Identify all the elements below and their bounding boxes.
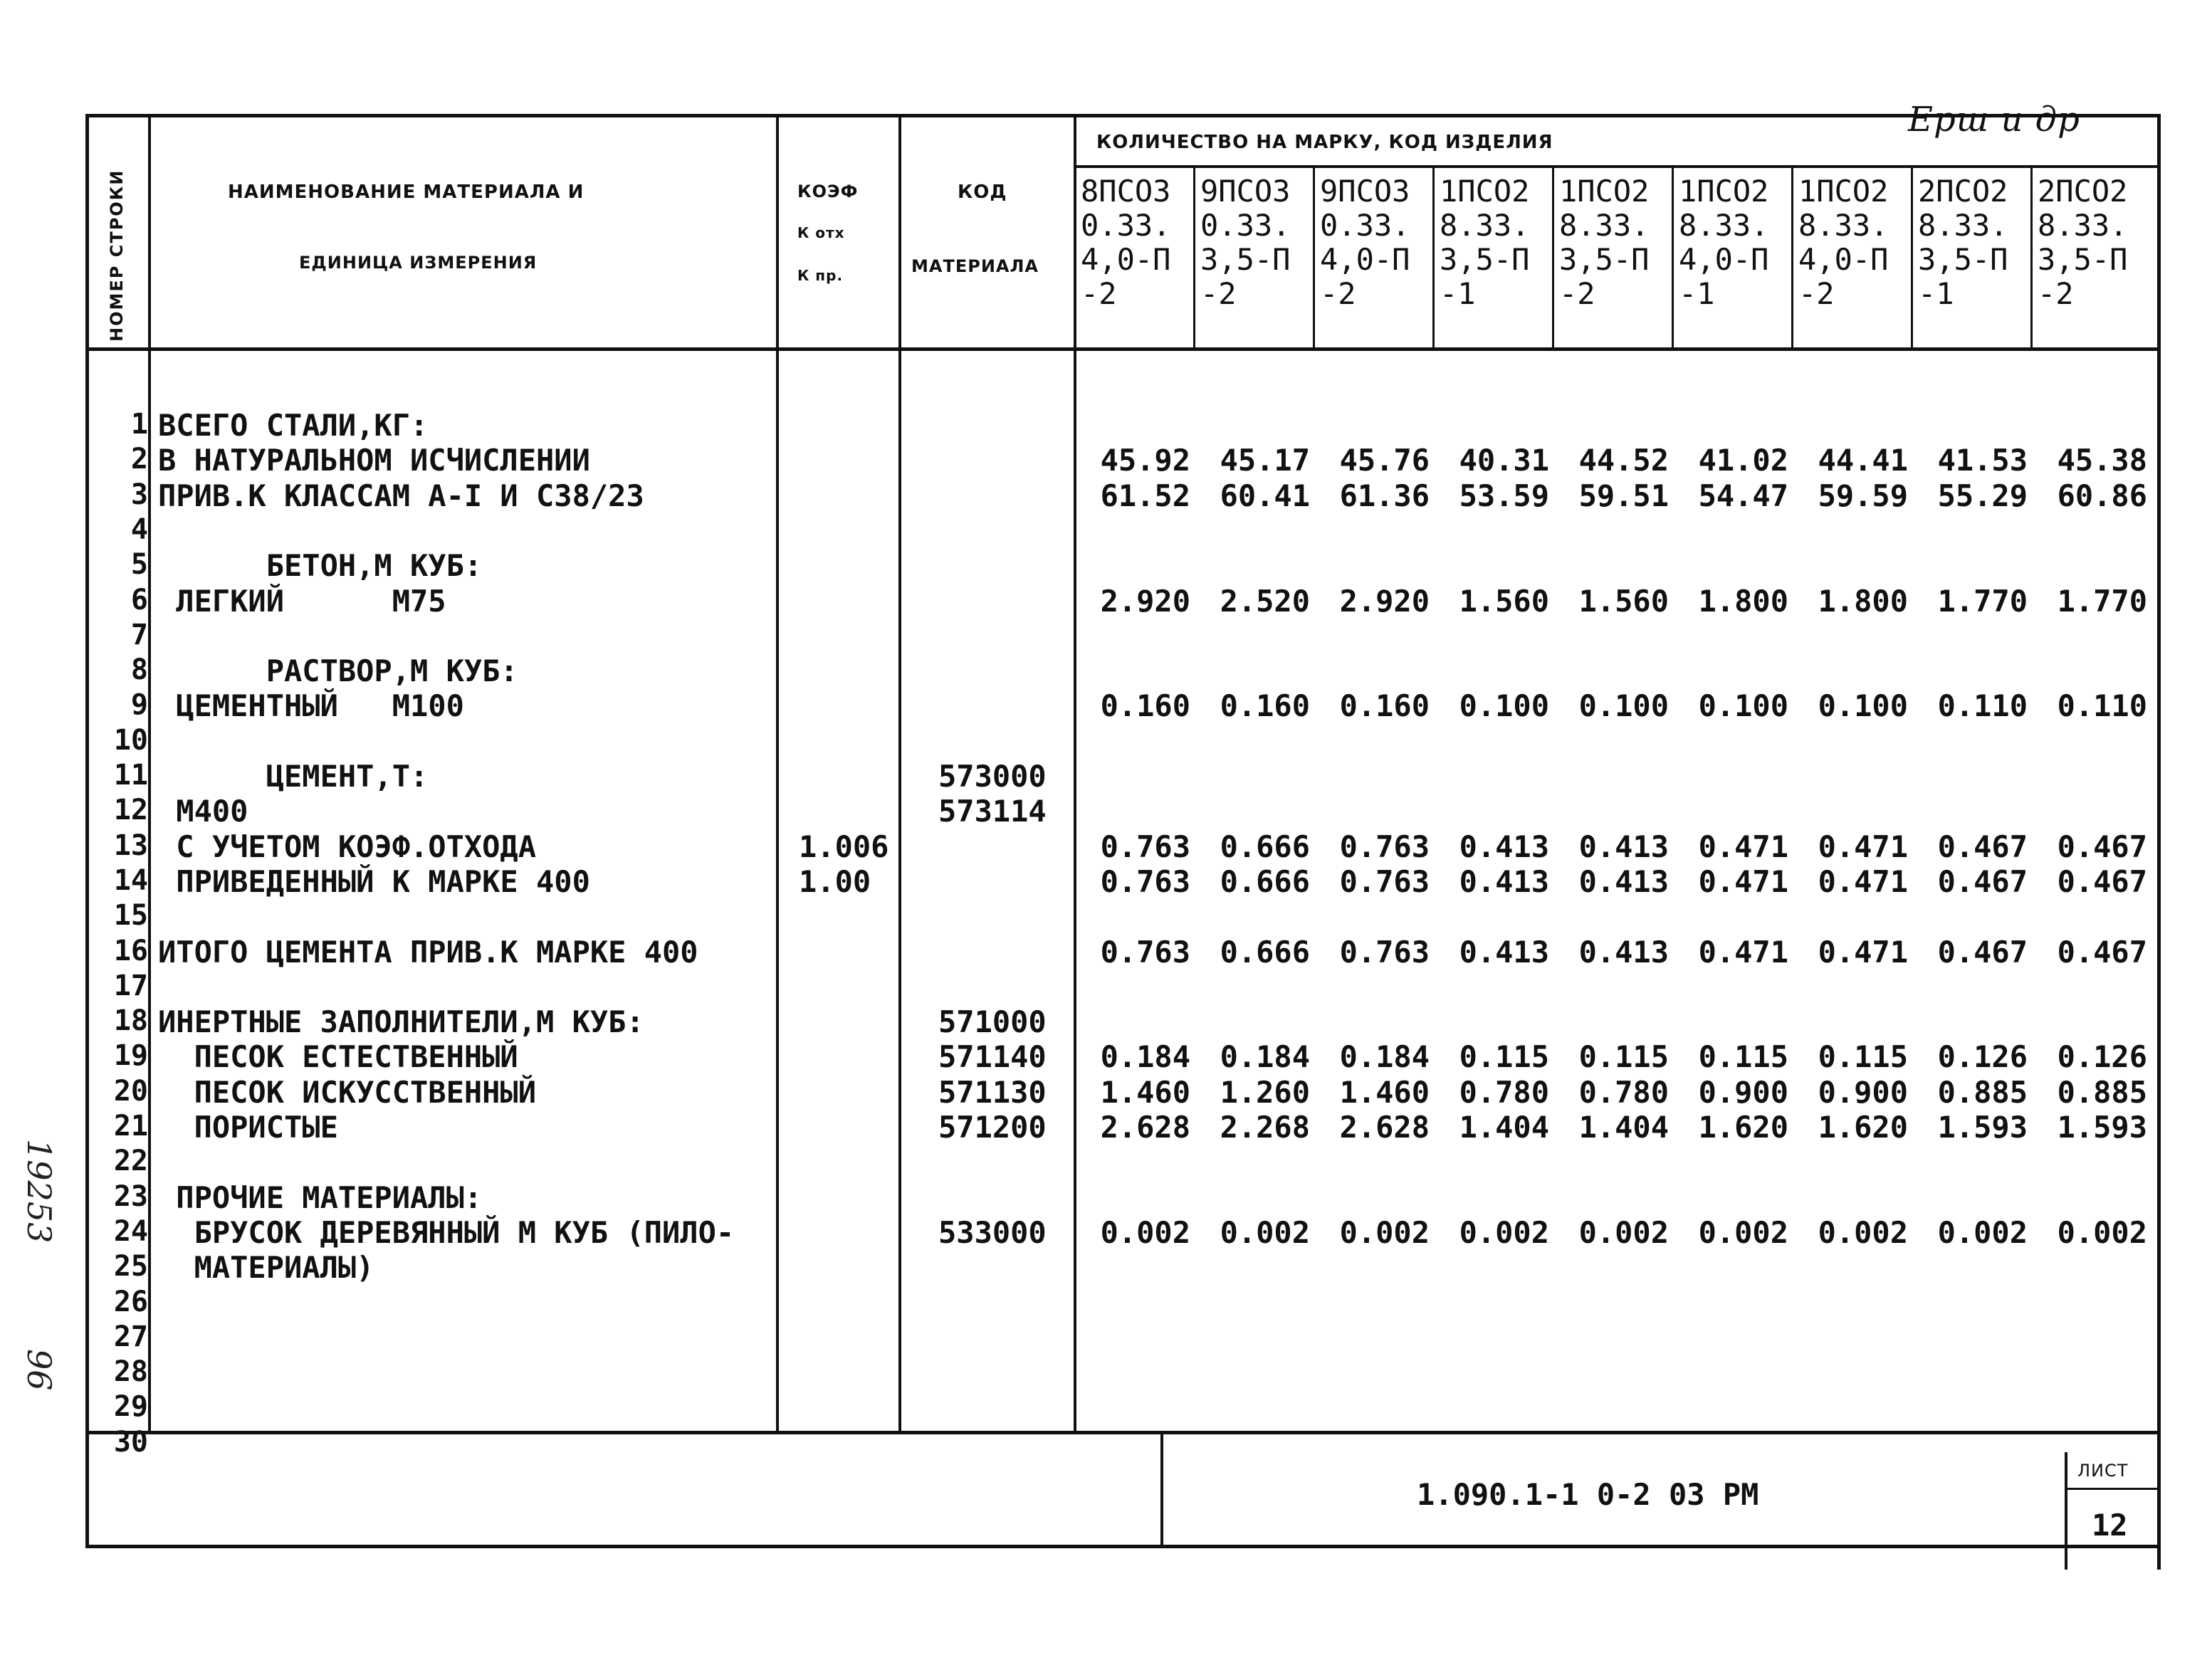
quantity-value: 54.47 <box>1698 478 1788 513</box>
material-name: В НАТУРАЛЬНОМ ИСЧИСЛЕНИИ <box>158 443 590 478</box>
quantity-value: 1.460 <box>1339 1074 1430 1110</box>
quantity-value: 45.17 <box>1220 443 1310 478</box>
qcol-sep-7 <box>1911 168 1913 347</box>
qcol-sep-6 <box>1791 168 1793 347</box>
quantity-value: 0.110 <box>1937 688 2028 724</box>
quantity-value: 0.467 <box>1937 934 2028 970</box>
quantity-value: 0.002 <box>1818 1214 1908 1250</box>
quantity-value: 1.404 <box>1459 1110 1549 1145</box>
quantity-value: 0.666 <box>1220 863 1310 899</box>
material-name: БРУСОК ДЕРЕВЯННЫЙ М КУБ (ПИЛО- <box>158 1214 735 1250</box>
row-number: 27 <box>113 1320 148 1353</box>
quantity-value: 0.471 <box>1818 934 1908 970</box>
quantity-value: 45.38 <box>2057 443 2147 478</box>
quantity-value: 0.471 <box>1698 829 1788 864</box>
quantity-value: 61.52 <box>1100 478 1190 513</box>
quantity-value: 0.100 <box>1698 688 1788 724</box>
mark-head-line: -2 <box>2038 276 2074 311</box>
mark-head-line: 3,5-П <box>1918 242 2008 277</box>
document-code: 1.090.1-1 0-2 03 РМ <box>1417 1477 1759 1512</box>
inventory-number: 19253 <box>20 1139 58 1244</box>
quantity-value: 0.413 <box>1578 863 1669 899</box>
quantity-value: 1.560 <box>1578 583 1669 619</box>
material-name: С УЧЕТОМ КОЭФ.ОТХОДА <box>158 829 537 864</box>
mark-head-line: 0.33. <box>1081 208 1171 243</box>
quantity-value: 1.260 <box>1220 1074 1310 1110</box>
sheet-box-mid <box>2065 1488 2161 1490</box>
mark-head-line: 4,0-П <box>1081 242 1171 277</box>
frame-top <box>85 114 2161 117</box>
quantity-value: 41.02 <box>1698 443 1788 478</box>
mark-head-line: 4,0-П <box>1679 242 1769 277</box>
qcol-sep-8 <box>2030 168 2033 347</box>
mark-head-line: 1ПСО2 <box>1679 174 1769 209</box>
quantity-value: 0.471 <box>1698 934 1788 970</box>
mark-head-line: 9ПСО3 <box>1200 174 1291 209</box>
row-number: 30 <box>113 1425 148 1459</box>
row-number: 28 <box>113 1355 148 1389</box>
row-number: 6 <box>130 583 148 616</box>
quantity-value: 2.628 <box>1339 1110 1430 1145</box>
code-header-2: МАТЕРИАЛА <box>911 256 1039 276</box>
mark-head-line: 1ПСО2 <box>1440 174 1530 209</box>
quantity-value: 0.471 <box>1818 829 1908 864</box>
quantity-value: 0.413 <box>1459 829 1549 864</box>
quantity-value: 0.763 <box>1100 863 1190 899</box>
quantity-value: 45.92 <box>1100 443 1190 478</box>
coef-header-1: КОЭФ <box>797 182 859 201</box>
material-name: БЕТОН,М КУБ: <box>158 548 483 584</box>
quantity-value: 0.467 <box>2057 829 2147 864</box>
material-name: ЛЕГКИЙ М75 <box>158 583 446 619</box>
mark-head-line: -2 <box>1798 276 1835 311</box>
row-number-header: НОМЕР СТРОКИ <box>107 169 127 342</box>
quantity-value: 1.404 <box>1578 1110 1669 1145</box>
mark-head-line: 8.33. <box>1798 208 1889 243</box>
quantity-value: 0.126 <box>1937 1039 2028 1075</box>
header-bottom-line <box>85 347 2161 351</box>
row-number: 8 <box>130 653 148 687</box>
material-name: ПЕСОК ЕСТЕСТВЕННЫЙ <box>158 1039 518 1075</box>
row-number: 10 <box>113 723 148 757</box>
mark-head-line: 8.33. <box>1440 208 1530 243</box>
quantity-value: 55.29 <box>1937 478 2028 513</box>
quantity-value: 0.467 <box>2057 863 2147 899</box>
mark-column-head <box>1679 174 1768 311</box>
quantity-value: 1.770 <box>2057 583 2147 619</box>
coef-value: 1.006 <box>799 829 889 864</box>
quantity-value: 44.52 <box>1578 443 1669 478</box>
quantity-value: 1.593 <box>1937 1110 2028 1145</box>
mark-head-line: 2ПСО2 <box>1918 174 2008 209</box>
quantity-value: 0.780 <box>1578 1074 1669 1110</box>
mark-head-line: -2 <box>1320 276 1356 311</box>
quantity-value: 2.628 <box>1100 1110 1190 1145</box>
quantity-value: 0.763 <box>1100 829 1190 864</box>
mark-column-head <box>1918 174 2008 311</box>
quantity-value: 40.31 <box>1459 443 1549 478</box>
quantity-value: 0.160 <box>1100 688 1190 724</box>
row-number: 5 <box>130 548 148 582</box>
coef-header-2: К отх <box>797 224 845 241</box>
mark-head-line: 9ПСО3 <box>1320 174 1410 209</box>
row-number: 2 <box>130 443 148 476</box>
quantity-value: 0.413 <box>1459 934 1549 970</box>
material-code: 573114 <box>938 794 1047 829</box>
sheet-number: 12 <box>2092 1508 2128 1543</box>
quantity-value: 0.900 <box>1818 1074 1908 1110</box>
coef-header-3: К пр. <box>797 267 844 284</box>
row-number: 18 <box>113 1004 148 1038</box>
quantity-value: 0.115 <box>1698 1039 1788 1075</box>
quantity-value: 0.126 <box>2057 1039 2147 1075</box>
mark-head-line: 0.33. <box>1320 208 1410 243</box>
mark-head-line: 8.33. <box>1918 208 2008 243</box>
quantity-value: 2.268 <box>1220 1110 1310 1145</box>
mark-column-head <box>1200 174 1290 311</box>
mark-head-line: 1ПСО2 <box>1798 174 1889 209</box>
row-number: 24 <box>113 1214 148 1248</box>
quantity-value: 0.467 <box>2057 934 2147 970</box>
mark-head-line: -1 <box>1918 276 1954 311</box>
quantity-value: 44.41 <box>1818 443 1908 478</box>
material-code: 571130 <box>938 1074 1047 1110</box>
row-number: 22 <box>113 1145 148 1178</box>
material-name-header-2: ЕДИНИЦА ИЗМЕРЕНИЯ <box>299 253 538 273</box>
mark-head-line: -1 <box>1440 276 1476 311</box>
material-name: ЦЕМЕНТ,Т: <box>158 759 429 794</box>
quantity-value: 0.100 <box>1578 688 1669 724</box>
quantity-value: 1.560 <box>1459 583 1549 619</box>
quantity-value: 0.002 <box>1937 1214 2028 1250</box>
mark-head-line: 3,5-П <box>1200 242 1291 277</box>
row-number: 14 <box>113 863 148 897</box>
row-number: 15 <box>113 899 148 933</box>
mark-head-line: 4,0-П <box>1798 242 1889 277</box>
footer-sep <box>1160 1431 1163 1545</box>
signature-note: Ерш и др <box>1908 100 2080 140</box>
mark-head-line: 1ПСО2 <box>1559 174 1650 209</box>
quantity-value: 60.41 <box>1220 478 1310 513</box>
mark-column-head <box>1798 174 1888 311</box>
qcol-sep-1 <box>1193 168 1195 347</box>
quantity-value: 2.920 <box>1100 583 1190 619</box>
mark-head-line: 8.33. <box>1679 208 1769 243</box>
mark-head-line: 3,5-П <box>1440 242 1530 277</box>
material-code: 533000 <box>938 1214 1047 1250</box>
row-number: 25 <box>113 1250 148 1283</box>
quantity-value: 0.002 <box>1578 1214 1669 1250</box>
row-number: 4 <box>130 513 148 546</box>
mark-column-head <box>2038 174 2127 311</box>
row-number: 11 <box>113 759 148 792</box>
quantity-value: 0.471 <box>1818 863 1908 899</box>
quantity-value: 59.51 <box>1578 478 1669 513</box>
col-sep-coef <box>898 114 901 1431</box>
frame-right <box>2157 114 2161 1570</box>
quantity-value: 0.413 <box>1578 829 1669 864</box>
quantity-title-line <box>1075 165 2161 168</box>
material-code: 571000 <box>938 1004 1047 1040</box>
material-name: М400 <box>158 794 248 829</box>
quantity-value: 0.002 <box>2057 1214 2147 1250</box>
frame-bottom <box>85 1545 2161 1548</box>
mark-head-line: -2 <box>1200 276 1237 311</box>
quantity-value: 0.666 <box>1220 829 1310 864</box>
quantity-value: 45.76 <box>1339 443 1430 478</box>
row-number: 16 <box>113 934 148 967</box>
row-number: 20 <box>113 1074 148 1108</box>
row-number: 7 <box>130 618 148 651</box>
quantity-value: 0.002 <box>1339 1214 1430 1250</box>
mark-head-line: -1 <box>1679 276 1715 311</box>
row-number: 3 <box>130 478 148 511</box>
quantity-value: 0.002 <box>1100 1214 1190 1250</box>
quantity-value: 0.763 <box>1339 934 1430 970</box>
material-name: ПРОЧИЕ МАТЕРИАЛЫ: <box>158 1180 483 1215</box>
qcol-sep-5 <box>1672 168 1674 347</box>
material-code: 571140 <box>938 1039 1047 1075</box>
quantity-value: 0.184 <box>1339 1039 1430 1075</box>
quantity-value: 0.413 <box>1578 934 1669 970</box>
quantity-value: 1.770 <box>1937 583 2028 619</box>
mark-head-line: 8ПСО3 <box>1081 174 1171 209</box>
quantity-value: 0.002 <box>1459 1214 1549 1250</box>
quantity-value: 0.002 <box>1698 1214 1788 1250</box>
row-number: 17 <box>113 969 148 1002</box>
quantity-value: 0.885 <box>1937 1074 2028 1110</box>
row-number: 9 <box>130 688 148 722</box>
quantity-value: 2.520 <box>1220 583 1310 619</box>
mark-head-line: 3,5-П <box>1559 242 1650 277</box>
mark-column-head <box>1081 174 1170 311</box>
frame-left <box>85 114 89 1545</box>
coef-value: 1.00 <box>799 863 871 899</box>
material-code: 571200 <box>938 1110 1047 1145</box>
quantity-value: 1.460 <box>1100 1074 1190 1110</box>
quantity-value: 41.53 <box>1937 443 2028 478</box>
material-name: ВСЕГО СТАЛИ,КГ: <box>158 408 429 443</box>
margin-page-number: 96 <box>20 1349 58 1391</box>
quantity-value: 0.110 <box>2057 688 2147 724</box>
material-name: ПЕСОК ИСКУССТВЕННЫЙ <box>158 1074 537 1110</box>
quantity-value: 0.115 <box>1818 1039 1908 1075</box>
code-header-1: КОД <box>958 182 1007 203</box>
material-name: МАТЕРИАЛЫ) <box>158 1250 374 1286</box>
quantity-value: 0.467 <box>1937 863 2028 899</box>
material-name: ИТОГО ЦЕМЕНТА ПРИВ.К МАРКЕ 400 <box>158 934 698 970</box>
row-number: 1 <box>130 408 148 441</box>
sheet-label: ЛИСТ <box>2077 1461 2129 1481</box>
material-name-header-1: НАИМЕНОВАНИЕ МАТЕРИАЛА И <box>228 182 585 203</box>
quantity-value: 59.59 <box>1818 478 1908 513</box>
quantity-value: 0.100 <box>1459 688 1549 724</box>
mark-column-head <box>1440 174 1529 311</box>
mark-head-line: -2 <box>1081 276 1117 311</box>
quantity-value: 0.666 <box>1220 934 1310 970</box>
quantity-value: 60.86 <box>2057 478 2147 513</box>
row-number: 13 <box>113 829 148 862</box>
qcol-sep-3 <box>1432 168 1435 347</box>
mark-column-head <box>1320 174 1410 311</box>
sheet-box-left <box>2065 1452 2067 1570</box>
quantity-value: 0.413 <box>1459 863 1549 899</box>
material-name: ИНЕРТНЫЕ ЗАПОЛНИТЕЛИ,М КУБ: <box>158 1004 644 1040</box>
mark-head-line: -2 <box>1559 276 1595 311</box>
quantity-value: 0.763 <box>1339 863 1430 899</box>
quantity-value: 0.763 <box>1100 934 1190 970</box>
quantity-value: 0.184 <box>1220 1039 1310 1075</box>
quantity-value: 0.780 <box>1459 1074 1549 1110</box>
row-number: 26 <box>113 1285 148 1318</box>
qcol-sep-4 <box>1552 168 1554 347</box>
quantity-value: 0.184 <box>1100 1039 1190 1075</box>
mark-head-line: 3,5-П <box>2038 242 2128 277</box>
quantity-value: 0.160 <box>1339 688 1430 724</box>
quantity-value: 1.593 <box>2057 1110 2147 1145</box>
row-number: 12 <box>113 794 148 827</box>
table-bottom-line <box>85 1431 2161 1434</box>
quantity-value: 1.800 <box>1818 583 1908 619</box>
quantity-value: 0.885 <box>2057 1074 2147 1110</box>
row-number: 23 <box>113 1180 148 1213</box>
col-sep-name <box>776 114 779 1431</box>
qcol-sep-2 <box>1313 168 1315 347</box>
material-code: 573000 <box>938 759 1047 794</box>
material-name: РАСТВОР,М КУБ: <box>158 653 518 689</box>
row-number: 29 <box>113 1390 148 1424</box>
material-name: ПРИВЕДЕННЫЙ К МАРКЕ 400 <box>158 863 590 899</box>
material-name: ЦЕМЕНТНЫЙ М100 <box>158 688 464 724</box>
quantity-value: 0.002 <box>1220 1214 1310 1250</box>
quantity-value: 0.115 <box>1578 1039 1669 1075</box>
mark-head-line: 0.33. <box>1200 208 1291 243</box>
quantity-value: 0.100 <box>1818 688 1908 724</box>
quantity-value: 1.620 <box>1698 1110 1788 1145</box>
mark-column-head <box>1559 174 1649 311</box>
quantity-value: 0.900 <box>1698 1074 1788 1110</box>
quantity-value: 0.471 <box>1698 863 1788 899</box>
material-name: ПОРИСТЫЕ <box>158 1110 338 1145</box>
quantity-value: 61.36 <box>1339 478 1430 513</box>
quantity-value: 53.59 <box>1459 478 1549 513</box>
quantity-value: 0.160 <box>1220 688 1310 724</box>
mark-head-line: 8.33. <box>2038 208 2128 243</box>
row-number: 19 <box>113 1039 148 1073</box>
col-sep-rownum <box>148 114 151 1431</box>
mark-head-line: 4,0-П <box>1320 242 1410 277</box>
quantity-value: 0.763 <box>1339 829 1430 864</box>
quantity-value: 2.920 <box>1339 583 1430 619</box>
quantity-value: 1.800 <box>1698 583 1788 619</box>
mark-head-line: 8.33. <box>1559 208 1650 243</box>
quantity-value: 1.620 <box>1818 1110 1908 1145</box>
mark-head-line: 2ПСО2 <box>2038 174 2128 209</box>
quantity-value: 0.115 <box>1459 1039 1549 1075</box>
quantity-title: КОЛИЧЕСТВО НА МАРКУ, КОД ИЗДЕЛИЯ <box>1096 132 1553 153</box>
material-name: ПРИВ.К КЛАССАМ А-I И С38/23 <box>158 478 644 513</box>
quantity-value: 0.467 <box>1937 829 2028 864</box>
row-number: 21 <box>113 1110 148 1143</box>
